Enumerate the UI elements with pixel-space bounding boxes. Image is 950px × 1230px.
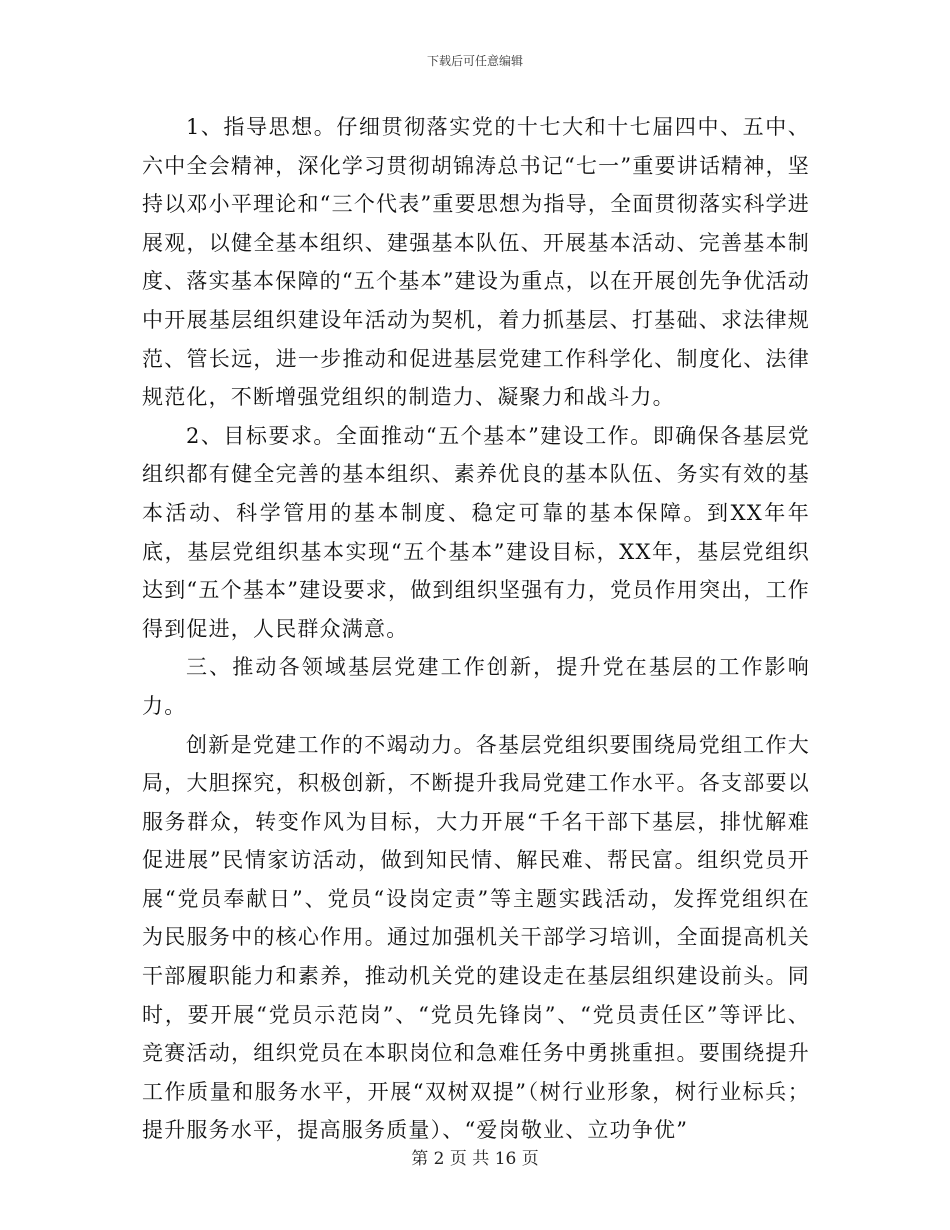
- section-heading-three: 三、推动各领域基层党建工作创新，提升党在基层的工作影响力。: [142, 655, 810, 718]
- paragraph-target-requirements: 2、目标要求。全面推动“五个基本”建设工作。即确保各基层党组织都有健全完善的基本组织、素养优良的基本队伍、务实有效的基本活动、科学管用的基本制度、稳定可靠的基本保障。到XX年年底，基层党组织基本实现“五个基本”建设目标，XX年，基层党组织达到“五个基本”建设要求，做到组织坚强有力，党员作用突出，工作得到促进，人民群众满意。: [142, 423, 810, 641]
- paragraph-innovation: 创新是党建工作的不竭动力。各基层党组织要围绕局党组工作大局，大胆探究，积极创新，不断提升我局党建工作水平。各支部要以服务群众，转变作风为目标，大力开展“千名干部下基层，排忧解难促进展”民情家访活动，做到知民情、解民难、帮民富。组织党员开展“党员奉献日”、党员“设岗定责”等主题实践活动，发挥党组织在为民服务中的核心作用。通过加强机关干部学习培训，全面提高机关干部履职能力和素养，推动机关党的建设走在基层组织建设前头。同时，要开展“党员示范岗”、“党员先锋岗”、“党员责任区”等评比、竞赛活动，组织党员在本职岗位和急难任务中勇挑重担。要围绕提升工作质量和服务水平，开展“双树双提”（树行业形象，树行业标兵；提升服务水平，提高服务质量）、“爱岗敬业、立功争优”: [142, 732, 810, 1143]
- paragraph-guiding-ideology: 1、指导思想。仔细贯彻落实党的十七大和十七届四中、五中、六中全会精神，深化学习贯彻胡锦涛总书记“七一”重要讲话精神，坚持以邓小平理论和“三个代表”重要思想为指导，全面贯彻落实科学进展观，以健全基本组织、建强基本队伍、开展基本活动、完善基本制度、落实基本保障的“五个基本”建设为重点，以在开展创先争优活动中开展基层组织建设年活动为契机，着力抓基层、打基础、求法律规范、管长远，进一步推动和促进基层党建工作科学化、制度化、法律规范化，不断增强党组织的制造力、凝聚力和战斗力。: [142, 115, 810, 410]
- page-number-footer: 第 2 页 共 16 页: [411, 1149, 539, 1169]
- document-body: [142, 108, 810, 1150]
- header-note: 下载后可任意编辑: [426, 54, 523, 68]
